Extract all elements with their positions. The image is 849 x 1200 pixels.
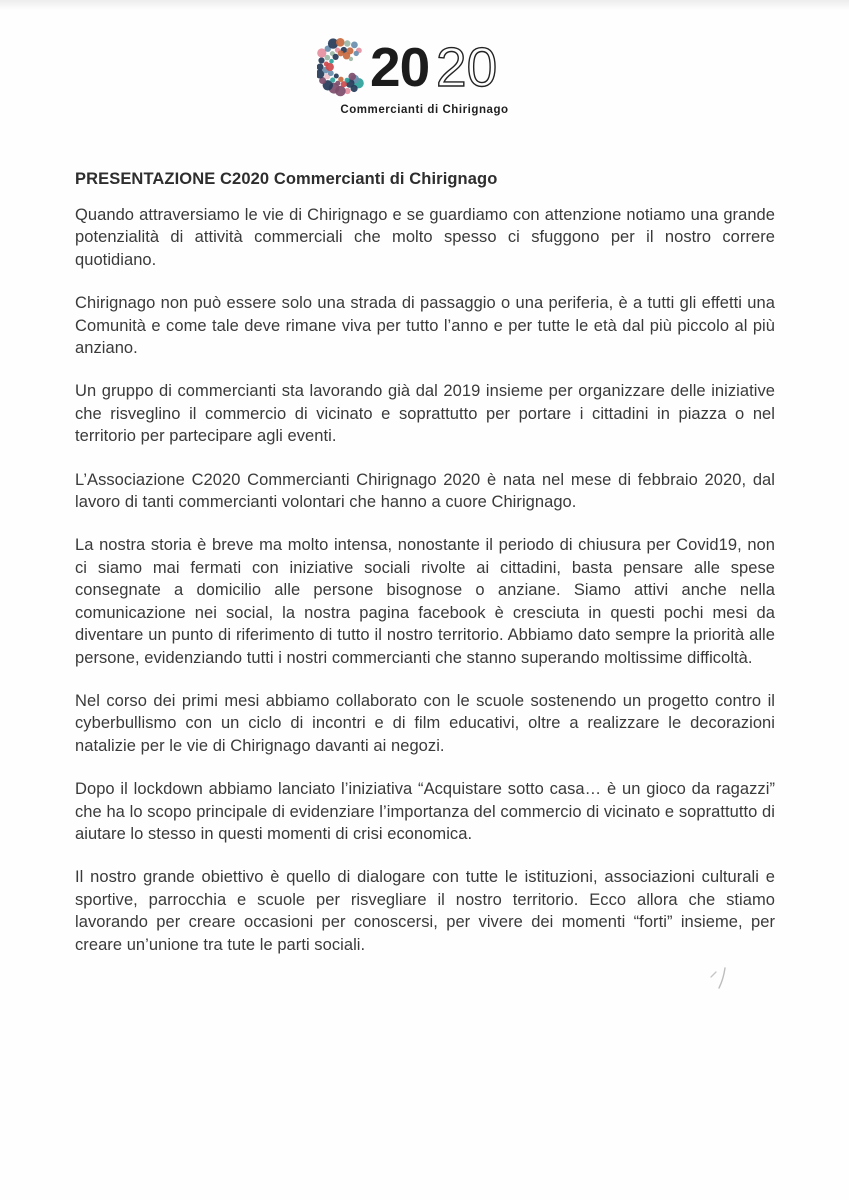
paragraph-6: Nel corso dei primi mesi abbiamo collaborato con le scuole sostenendo un progetto contro il cyberbullismo con un ciclo di incontri e di film educativi, oltre a realizzare le decorazioni natalizie per le vie di Chirignago davanti ai negozi.: [75, 691, 775, 755]
paragraph-1: Quando attraversiamo le vie di Chirignago e se guardiamo con attenzione notiamo una grande potenzialità di attività commerciali che molto spesso ci sfuggono per il nostro correre quotidiano.: [75, 206, 775, 269]
paragraph-4: L’Associazione C2020 Commercianti Chirignago 2020 è nata nel mese di febbraio 2020, dal lavoro di tanti commercianti volontari che hanno a cuore Chirignago.: [75, 470, 775, 512]
document-heading: PRESENTAZIONE C2020 Commercianti di Chirignago: [75, 170, 498, 188]
c2020-logo: [0, 0, 849, 116]
paragraph-5: La nostra storia è breve ma molto intensa, nonostante il periodo di chiusura per Covid19, non ci siamo mai fermati con iniziative sociali rivolte ai cittadini, basta pensare alle spese consegnate a domicilio alle persone bisognose o anziane. Siamo attivi anche nella comunicazione nei social, la nostra pagina facebook è cresciuta in questi pochi mesi da diventare un punto di riferimento di tutto il nostro territorio. Abbiamo dato sempre la priorità alle persone, evidenziando tutti i nostri commercianti che stanno superando moltissime difficoltà.: [75, 536, 775, 667]
pen-mark-icon: [703, 960, 743, 994]
document-content: [75, 170, 775, 956]
c-collage-icon: [317, 38, 364, 96]
logo-number-bold: 20: [369, 36, 429, 98]
paragraph-3: Un gruppo di commercianti sta lavorando già dal 2019 insieme per organizzare delle iniziative che risveglino il commercio di vicinato e soprattutto per portare i cittadini in piazza o nel territorio per partecipare agli eventi.: [75, 382, 775, 446]
paragraph-8: Il nostro grande obiettivo è quello di dialogare con tutte le istituzioni, associazioni culturali e sportive, parrocchia e scuole per risvegliare il nostro territorio. Ecco allora che stiamo lavorando per creare occasioni per conoscersi, per vivere dei momenti “forti” insieme, per creare un’unione tra tute le parti sociali.: [75, 868, 775, 954]
document-body: [75, 204, 775, 956]
paragraph-2: Chirignago non può essere solo una strada di passaggio o una periferia, è a tutti gli effetti una Comunità e come tale deve rimane viva per tutto l’anno e per tutte le età dal più piccolo al più anziano.: [75, 294, 775, 358]
paragraph-7: Dopo il lockdown abbiamo lanciato l’iniziativa “Acquistare sotto casa… è un gioco da ragazzi” che ha lo scopo principale di evidenziare l’importanza del commercio di vicinato e soprattutto di aiutare lo stesso in questi momenti di crisi economica.: [75, 780, 775, 843]
logo-number-outline: 20: [435, 36, 497, 98]
c2020-logo-mark: [317, 36, 533, 98]
logo-tagline: Commercianti di Chirignago: [340, 104, 509, 116]
